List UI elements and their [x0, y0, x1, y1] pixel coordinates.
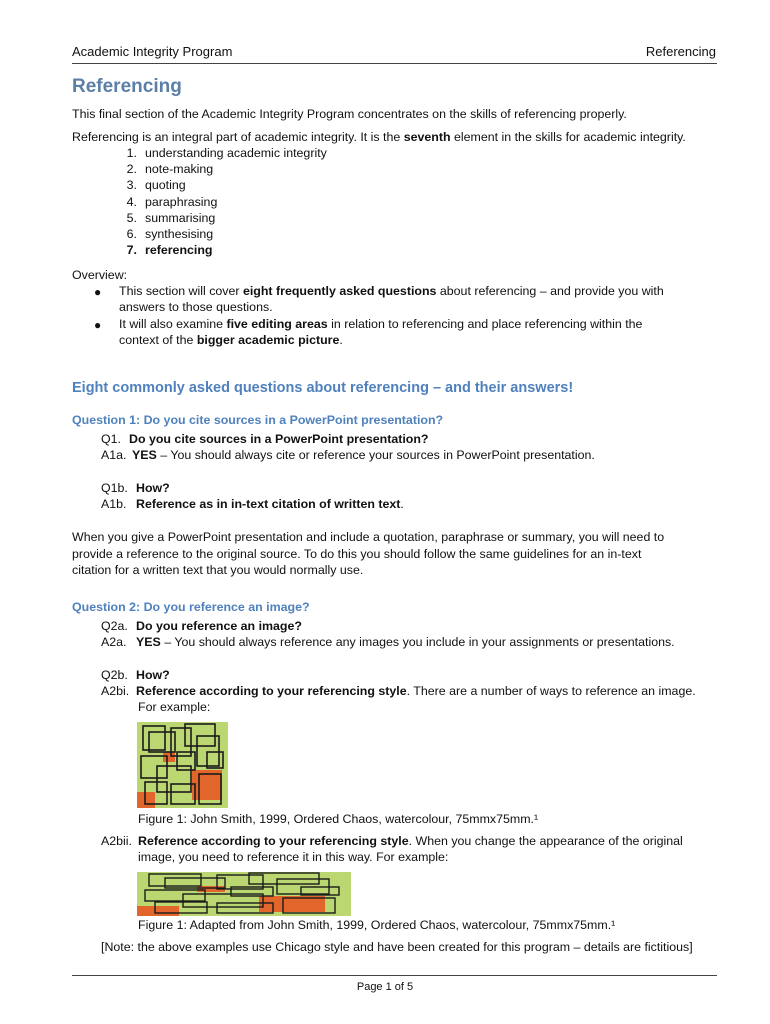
list-item: note-making	[145, 162, 214, 176]
a2bi-text: Reference according to your referencing style. There are a number of ways to reference an image.	[136, 684, 696, 698]
q2a-text: Do you reference an image?	[136, 619, 302, 633]
bullet-icon: ●	[94, 318, 102, 332]
list-item-number: 5.	[126, 211, 137, 225]
note-text: [Note: the above examples use Chicago style and have been created for this program – details are fictitious]	[101, 940, 693, 954]
list-item: paraphrasing	[145, 195, 218, 209]
a2bi-line2: For example:	[138, 700, 211, 714]
header-left: Academic Integrity Program	[72, 44, 233, 59]
a1b-label: A1b.	[101, 497, 127, 511]
a2bii-line2: image, you need to reference it in this way. For example:	[138, 850, 449, 864]
figure-2-caption: Figure 1: Adapted from John Smith, 1999, Ordered Chaos, watercolour, 75mmx75mm.¹	[138, 918, 616, 932]
list-item-number: 3.	[126, 178, 137, 192]
list-item-number: 2.	[126, 162, 137, 176]
overview-bullet-2-line2: context of the bigger academic picture.	[119, 333, 343, 347]
q1b-label: Q1b.	[101, 481, 128, 495]
a2bi-label: A2bi.	[101, 684, 130, 698]
question-1-heading: Question 1: Do you cite sources in a PowerPoint presentation?	[72, 413, 444, 427]
list-item-number: 6.	[126, 227, 137, 241]
list-item-number: 7.	[126, 243, 137, 257]
a2bii-label: A2bii.	[101, 834, 132, 848]
list-item: summarising	[145, 211, 216, 225]
list-item-number: 4.	[126, 195, 137, 209]
page-title: Referencing	[72, 76, 182, 97]
list-item: understanding academic integrity	[145, 146, 327, 160]
overview-label: Overview:	[72, 268, 128, 282]
page-number: Page 1 of 5	[356, 981, 414, 993]
q1-paragraph-line: When you give a PowerPoint presentation and include a quotation, paraphrase or summary, you will need to	[72, 530, 665, 544]
a2a-label: A2a.	[101, 635, 127, 649]
q2b-text: How?	[136, 668, 170, 682]
q1-text: Do you cite sources in a PowerPoint presentation?	[129, 432, 429, 446]
intro-paragraph: This final section of the Academic Integrity Program concentrates on the skills of referencing properly.	[72, 107, 627, 121]
a2a-text: YES – You should always reference any images you include in your assignments or presentations.	[136, 635, 675, 649]
list-item: synthesising	[145, 227, 214, 241]
list-item: referencing	[145, 243, 213, 257]
header-right: Referencing	[645, 44, 716, 59]
q2a-label: Q2a.	[101, 619, 128, 633]
bullet-icon: ●	[94, 285, 102, 299]
q2b-label: Q2b.	[101, 668, 128, 682]
question-2-heading: Question 2: Do you reference an image?	[72, 600, 310, 614]
q1b-text: How?	[136, 481, 170, 495]
figure-1-caption: Figure 1: John Smith, 1999, Ordered Chaos, watercolour, 75mmx75mm.¹	[138, 812, 539, 826]
header-rule	[72, 63, 717, 64]
q1-paragraph-line: provide a reference to the original source. To do this you should follow the same guidelines for an in-text	[72, 547, 642, 561]
artwork-image	[137, 722, 228, 808]
overview-bullet-1: This section will cover eight frequently asked questions about referencing – and provide you with	[119, 284, 664, 298]
list-item: quoting	[145, 178, 186, 192]
overview-bullet-2: It will also examine five editing areas in relation to referencing and place referencing within the	[119, 317, 643, 331]
integral-paragraph: Referencing is an integral part of academic integrity. It is the seventh element in the skills for academic integrity.	[72, 130, 686, 144]
q1-label: Q1.	[101, 432, 121, 446]
adapted-artwork-image	[137, 872, 351, 916]
section-heading: Eight commonly asked questions about referencing – and their answers!	[72, 380, 574, 396]
a1a-text: YES – You should always cite or reference your sources in PowerPoint presentation.	[132, 448, 595, 462]
q1-paragraph-line: citation for a written text that you would normally use.	[72, 563, 364, 577]
footer-rule	[72, 975, 717, 976]
overview-bullet-1-line2: answers to those questions.	[119, 300, 273, 314]
a2bii-text: Reference according to your referencing style. When you change the appearance of the original	[138, 834, 683, 848]
a1a-label: A1a.	[101, 448, 127, 462]
a1b-text: Reference as in in-text citation of written text.	[136, 497, 404, 511]
list-item-number: 1.	[126, 146, 137, 160]
